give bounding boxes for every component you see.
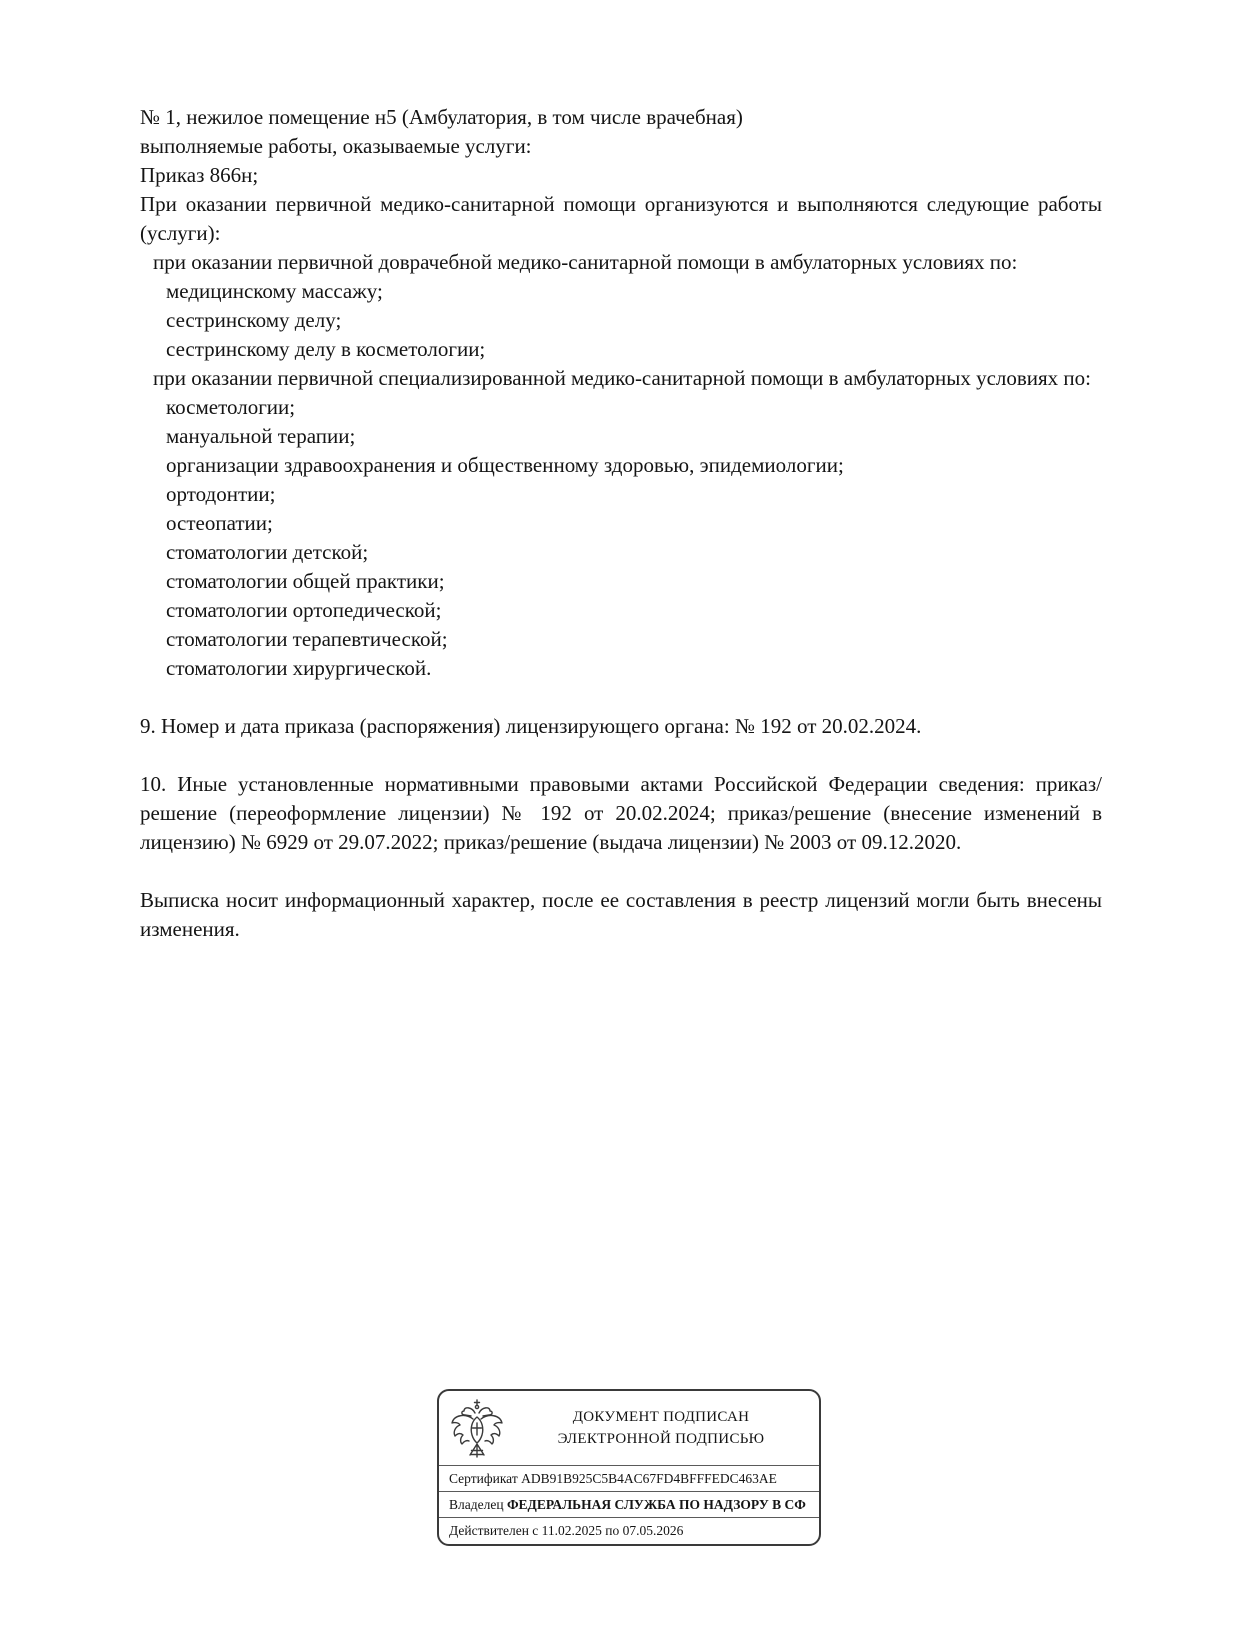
body-line: № 1, нежилое помещение н5 (Амбулатория, в том числе врачебная)	[140, 105, 743, 129]
body-line: медицинскому массажу;	[166, 279, 383, 303]
stamp-title	[513, 1406, 809, 1450]
body-line: сестринскому делу в косметологии;	[166, 337, 486, 361]
body-line: выполняемые работы, оказываемые услуги:	[140, 134, 532, 158]
body-line: косметологии;	[166, 395, 296, 419]
body-line: при оказании первичной специализированной медико-санитарной помощи в амбулаторных условиях по:	[153, 366, 1092, 390]
document-body	[140, 103, 1102, 944]
works-services-list	[140, 103, 1102, 683]
stamp-title-line1: ДОКУМЕНТ ПОДПИСАН	[572, 1409, 750, 1425]
certificate-value: ADB91B925C5B4AC67FD4BFFFEDC463AE	[521, 1471, 777, 1486]
coat-of-arms-icon	[449, 1397, 505, 1459]
body-line: организации здравоохранения и общественному здоровью, эпидемиологии;	[166, 453, 844, 477]
body-line: остеопатии;	[166, 511, 273, 535]
stamp-header	[439, 1391, 819, 1465]
body-line: стоматологии ортопедической;	[166, 598, 442, 622]
validity-value: Действителен с 11.02.2025 по 07.05.2026	[449, 1523, 684, 1538]
body-line: При оказании первичной медико-санитарной помощи организуются и выполняются следующие работы (услуги):	[140, 192, 1102, 245]
certificate-label: Сертификат	[449, 1471, 518, 1486]
validity-row	[439, 1517, 819, 1543]
paragraph-10: 10. Иные установленные нормативными правовыми актами Российской Федерации сведения: приказ/решение (переоформление лицензии) № 192 от 20.02.2024; приказ/решение (внесение изменений в лицензию) № 6929 от 29.07.2022; приказ/решение (выдача лицензии) № 2003 от 09.12.2020.	[140, 772, 1102, 854]
body-line: стоматологии хирургической.	[166, 656, 432, 680]
certificate-row	[439, 1465, 819, 1491]
stamp-title-line2: ЭЛЕКТРОННОЙ ПОДПИСЬЮ	[557, 1431, 765, 1447]
owner-value: ФЕДЕРАЛЬНАЯ СЛУЖБА ПО НАДЗОРУ В СФ	[506, 1497, 806, 1512]
body-line: сестринскому делу;	[166, 308, 342, 332]
body-line: стоматологии детской;	[166, 540, 369, 564]
paragraph-9: 9. Номер и дата приказа (распоряжения) лицензирующего органа: № 192 от 20.02.2024.	[140, 714, 922, 738]
owner-label: Владелец	[449, 1497, 504, 1512]
body-line: стоматологии общей практики;	[166, 569, 445, 593]
body-line: стоматологии терапевтической;	[166, 627, 448, 651]
body-line: при оказании первичной доврачебной медико-санитарной помощи в амбулаторных условиях по:	[153, 250, 1018, 274]
body-line: Приказ 866н;	[140, 163, 259, 187]
body-line: мануальной терапии;	[166, 424, 356, 448]
owner-row	[439, 1491, 819, 1517]
signature-stamp	[437, 1389, 821, 1546]
body-line: ортодонтии;	[166, 482, 276, 506]
note-paragraph: Выписка носит информационный характер, после ее составления в реестр лицензий могли быть внесены изменения.	[140, 888, 1102, 941]
